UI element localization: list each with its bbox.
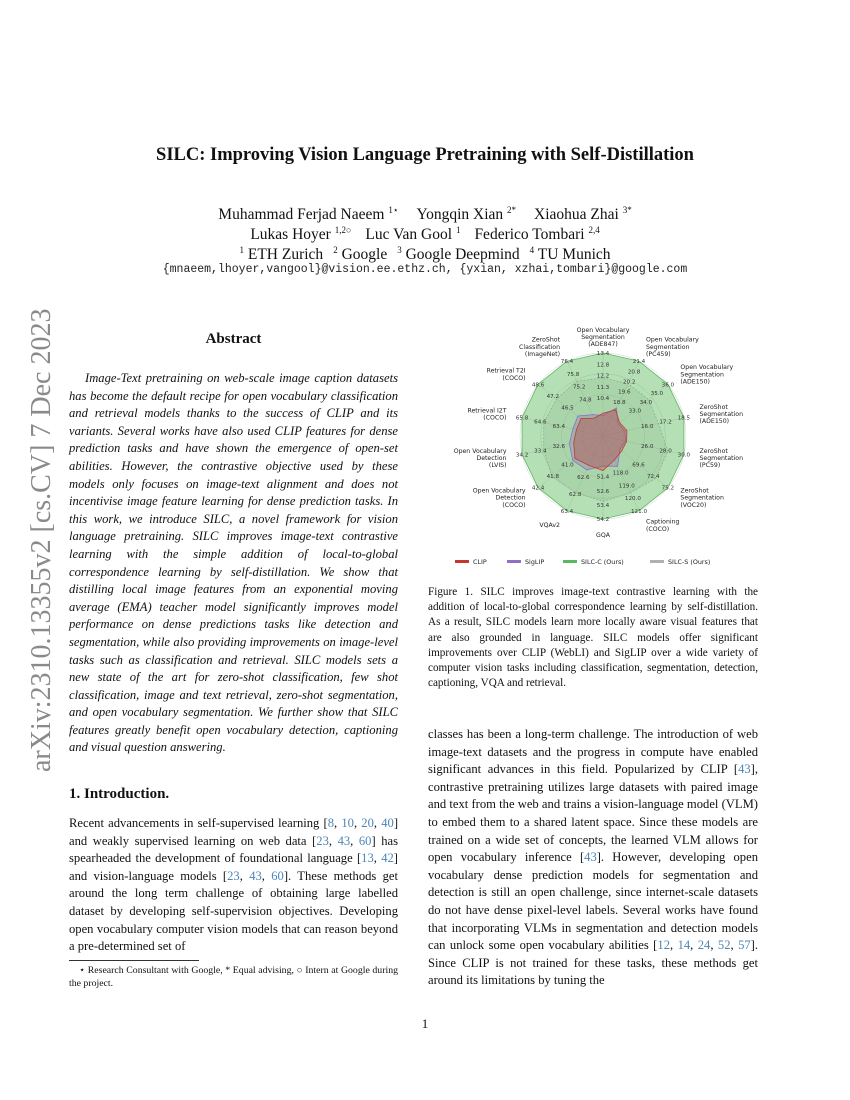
- radar-axis-label: (COCO): [483, 414, 507, 422]
- radar-tick-label: 72.4: [646, 474, 660, 480]
- affiliation: $^3$ Google Deepmind: [397, 245, 520, 264]
- radar-tick-label: 120.0: [624, 496, 641, 503]
- radar-tick-label: 10.4: [596, 396, 610, 403]
- radar-axis-label: Segmentation: [680, 371, 724, 379]
- figure-caption: Figure 1. SILC improves image-text contrastive learning with the addition of local-to-global correspondence learning by self-distillation. As a result, SILC models learn more locally aware visual features that are also grounded in language. SILC models offer significant improvements over CLIP (WebLI) and SigLIP over a wide variety of computer vision tasks including classification, segmentation, detection, captioning, VQA and retrieval.: [428, 586, 758, 690]
- radar-tick-label: 34.0: [639, 399, 653, 406]
- radar-axis-label: Segmentation: [699, 455, 743, 462]
- citation-link[interactable]: 14: [677, 938, 691, 953]
- citation-link[interactable]: 57: [738, 938, 751, 953]
- radar-axis-label: Retrieval T2I: [486, 367, 526, 375]
- citation-link[interactable]: 43: [337, 833, 351, 848]
- radar-tick-label: 36.0: [661, 382, 675, 389]
- author-emails: {mnaeem,lhoyer,vangool}@vision.ee.ethz.ch, {yxian, xzhai,tombari}@google.com: [162, 263, 688, 276]
- radar-tick-label: 33.4: [534, 448, 547, 455]
- radar-tick-label: 11.3: [596, 384, 610, 391]
- radar-tick-label: 53.4: [596, 502, 610, 509]
- legend-swatch: [650, 560, 664, 563]
- legend-label: SILC-C (Ours): [581, 558, 624, 566]
- radar-axis-label: ZeroShot: [531, 336, 560, 344]
- radar-axis-label: Retrieval I2T: [467, 407, 507, 415]
- author-name: Luc Van Gool $^1$: [365, 225, 461, 244]
- radar-tick-label: 47.2: [546, 394, 560, 400]
- radar-axis-label: (LVIS): [488, 462, 507, 470]
- radar-tick-label: 64.6: [534, 419, 547, 426]
- author-name: Muhammad Ferjad Naeem $^{1⋆}$: [218, 205, 399, 224]
- radar-axis-label: (ADE847): [588, 341, 618, 349]
- introduction-paragraph: Recent advancements in self-supervised learning [8, 10, 20, 40] and weakly supervised learning on web data [23, 43, 60] has spearheaded the development of foundational language [13, 42] and vision-language models [23, 43, 60]. These methods get around the long term challenge of obtaining large labelled dataset by developing self-supervision objectives. Developing open vocabulary computer vision models that can reason beyond a pre-determined set of: [69, 816, 399, 954]
- abstract-heading: Abstract: [205, 331, 262, 347]
- radar-tick-label: 26.0: [640, 444, 654, 451]
- radar-axis-label: Segmentation: [699, 411, 743, 418]
- citation-link[interactable]: 23: [227, 868, 240, 883]
- radar-axis-label: Classification: [519, 343, 560, 351]
- radar-axis-label: (ADE150): [699, 418, 730, 426]
- radar-axis-label: (COCO): [502, 501, 526, 509]
- radar-tick-label: 20.8: [627, 369, 641, 376]
- radar-axis-label: Open Vocabulary: [680, 364, 734, 372]
- citation-link[interactable]: 24: [697, 938, 711, 953]
- radar-tick-label: 16.0: [640, 423, 654, 430]
- radar-tick-label: 35.0: [650, 391, 664, 397]
- affiliation: $^4$ TU Munich: [529, 245, 611, 264]
- radar-tick-label: 65.8: [515, 415, 529, 422]
- citation-link[interactable]: 20: [361, 816, 374, 830]
- author-name: Yongqin Xian $^{2*}$: [416, 205, 517, 224]
- radar-tick-label: 75.2: [661, 485, 675, 492]
- radar-chart: [425, 312, 765, 572]
- page-number: 1: [421, 1016, 429, 1031]
- footnote: ⋆ Research Consultant with Google, * Equal advising, ○ Intern at Google during the project.: [69, 965, 398, 989]
- radar-axis-label: Open Vocabulary: [453, 447, 507, 455]
- radar-tick-label: 18.8: [613, 399, 626, 406]
- radar-axis-label: ZeroShot: [680, 487, 709, 495]
- citation-link[interactable]: 8: [327, 816, 335, 830]
- citation-link[interactable]: 43: [249, 868, 262, 883]
- radar-tick-label: 12.8: [596, 362, 610, 369]
- radar-tick-label: 20.2: [622, 379, 636, 386]
- citation-link[interactable]: 12: [657, 938, 670, 953]
- radar-tick-label: 12.2: [596, 373, 610, 380]
- radar-tick-label: 42.4: [531, 485, 545, 492]
- radar-tick-label: 18.5: [677, 415, 691, 422]
- body-paragraph-right: classes has been a long-term challenge. The introduction of web image-text datasets and the progress in compute have enabled significant advances in this field. Popularized by CLIP [43], contrastive pretraining utilizes large datasets with paired image and text from the web and trains a vision-language model (VLM) to embed them to a shared latent space. Since these models are trained on a wide set of concepts, the learned VLM allows for open vocabulary inference [43]. However, developing open vocabulary dense prediction models for segmentation and detection is still an open challenge, since internet-scale datasets do not have dense pixel-level labels. Several works have found that incorporating VLMs in segmentation and detection models can unlock some open vocabulary abilities [12, 14, 24, 52, 57]. Since CLIP is not trained for these tasks, these methods get around its limitations by tuning the: [428, 727, 759, 988]
- footnote-rule: [69, 960, 199, 961]
- section-heading-introduction: 1. Introduction.: [69, 786, 170, 802]
- radar-axis-label: GQA: [596, 532, 610, 539]
- arxiv-side-stamp: [8, 280, 58, 780]
- radar-tick-label: 121.0: [630, 508, 648, 515]
- author-name: Lukas Hoyer $^{1,2○}$: [250, 225, 352, 244]
- radar-axis-label: Segmentation: [581, 334, 625, 341]
- radar-tick-label: 48.6: [531, 382, 545, 389]
- radar-axis-label: ZeroShot: [699, 447, 728, 455]
- radar-axis-label: (PC59): [699, 462, 721, 470]
- radar-axis-label: (ImageNet): [524, 351, 560, 358]
- citation-link[interactable]: 60: [271, 868, 284, 883]
- radar-tick-label: 62.6: [577, 474, 590, 481]
- citation-link[interactable]: 23: [316, 833, 329, 848]
- radar-tick-label: 69.6: [632, 462, 645, 469]
- radar-axis-label: (COCO): [502, 374, 526, 382]
- citation-link[interactable]: 10: [341, 816, 354, 830]
- citation-link[interactable]: 43: [738, 762, 751, 777]
- radar-tick-label: 32.6: [552, 444, 566, 451]
- radar-tick-label: 63.4: [552, 423, 566, 430]
- affiliation: $^2$ Google: [333, 245, 388, 264]
- radar-axis-label: Segmentation: [680, 494, 724, 502]
- citation-link[interactable]: 42: [381, 851, 394, 866]
- radar-tick-label: 34.2: [515, 452, 529, 459]
- legend-label: CLIP: [473, 558, 487, 566]
- legend-swatch: [455, 560, 469, 563]
- affiliation: $^1$ ETH Zurich: [239, 245, 324, 264]
- radar-tick-label: 30.0: [677, 452, 691, 459]
- radar-tick-label: 118.0: [612, 470, 629, 477]
- legend-swatch: [507, 560, 521, 563]
- radar-tick-label: 21.4: [632, 359, 646, 366]
- author-name: Federico Tombari $^{2,4}$: [474, 225, 600, 244]
- radar-axis-label: Open Vocabulary: [576, 326, 630, 334]
- legend-label: SILC-S (Ours): [668, 558, 711, 566]
- citation-link[interactable]: 60: [358, 833, 372, 848]
- radar-axis-label: (VOC20): [680, 501, 707, 509]
- radar-axis-label: Open Vocabulary: [646, 336, 699, 344]
- radar-tick-label: 75.2: [572, 384, 586, 391]
- radar-axis-label: ZeroShot: [699, 403, 728, 411]
- radar-tick-label: 54.2: [596, 517, 610, 523]
- citation-link[interactable]: 13: [361, 851, 374, 866]
- radar-tick-label: 75.8: [566, 371, 580, 378]
- affiliations: [0, 240, 850, 265]
- radar-tick-label: 28.0: [659, 448, 672, 455]
- citation-link[interactable]: 40: [381, 816, 394, 830]
- radar-axis-label: (COCO): [646, 525, 670, 533]
- radar-tick-label: 51.4: [596, 474, 610, 481]
- radar-axis-label: Open Vocabulary: [472, 487, 526, 495]
- radar-tick-label: 13.4: [596, 351, 610, 357]
- arxiv-id: arXiv:2310.13355v2 [cs.CV] 7 Dec 2023: [26, 308, 57, 772]
- radar-axis-label: Detection: [495, 494, 526, 502]
- citation-link[interactable]: 43: [584, 850, 597, 865]
- radar-tick-label: 76.4: [560, 359, 574, 366]
- radar-axis-label: Captioning: [646, 518, 680, 526]
- radar-axis-label: Segmentation: [646, 343, 690, 351]
- radar-axis-label: (ADE150): [680, 378, 710, 386]
- radar-axis-label: (PC459): [646, 351, 671, 358]
- radar-tick-label: 46.5: [561, 405, 574, 412]
- radar-tick-label: 19.6: [618, 389, 631, 396]
- radar-axis-label: Detection: [476, 455, 507, 462]
- radar-tick-label: 33.0: [628, 408, 642, 415]
- legend-label: SigLIP: [525, 558, 545, 566]
- legend-swatch: [563, 560, 577, 563]
- radar-tick-label: 52.6: [596, 488, 610, 495]
- radar-tick-label: 41.0: [561, 462, 574, 469]
- radar-tick-label: 41.8: [546, 474, 560, 480]
- paper-title: SILC: Improving Vision Language Pretraining with Self-Distillation: [156, 145, 694, 165]
- radar-tick-label: 74.8: [579, 397, 592, 404]
- author-name: Xiaohua Zhai $^{3*}$: [534, 205, 632, 224]
- radar-tick-label: 62.8: [568, 491, 582, 498]
- radar-axis-label: VQAv2: [539, 522, 560, 530]
- radar-tick-label: 63.4: [560, 508, 574, 515]
- radar-tick-label: 119.0: [618, 483, 635, 490]
- abstract-text: Image-Text pretraining on web-scale image caption datasets has become the default recipe for open vocabulary classification and retrieval models thanks to the success of CLIP and its variants. Several works have also used CLIP features for dense prediction tasks and have shown the emergence of open-set abilities. However, the contrastive objective used by these models only focuses on image-text alignment and does not incentivise image feature learning for dense prediction tasks. In this work, we introduce SILC, a novel framework for vision language pretraining. SILC improves image-text contrastive learning with the simple addition of local-to-global correspondence learning by self-distillation. We show that distilling local image features from an exponential moving average (EMA) teacher model significantly improves model performance on dense predictions tasks like detection and segmentation, while also providing improvements on image-level tasks such as classification and retrieval. SILC models sets a new state of the art for zero-shot classification, few shot classification, image and text retrieval, zero-shot segmentation, and open vocabulary segmentation. We further show that SILC features greatly benefit open vocabulary detection, captioning and visual question answering.: [69, 371, 398, 755]
- radar-tick-label: 17.2: [659, 419, 672, 426]
- citation-link[interactable]: 52: [717, 938, 731, 953]
